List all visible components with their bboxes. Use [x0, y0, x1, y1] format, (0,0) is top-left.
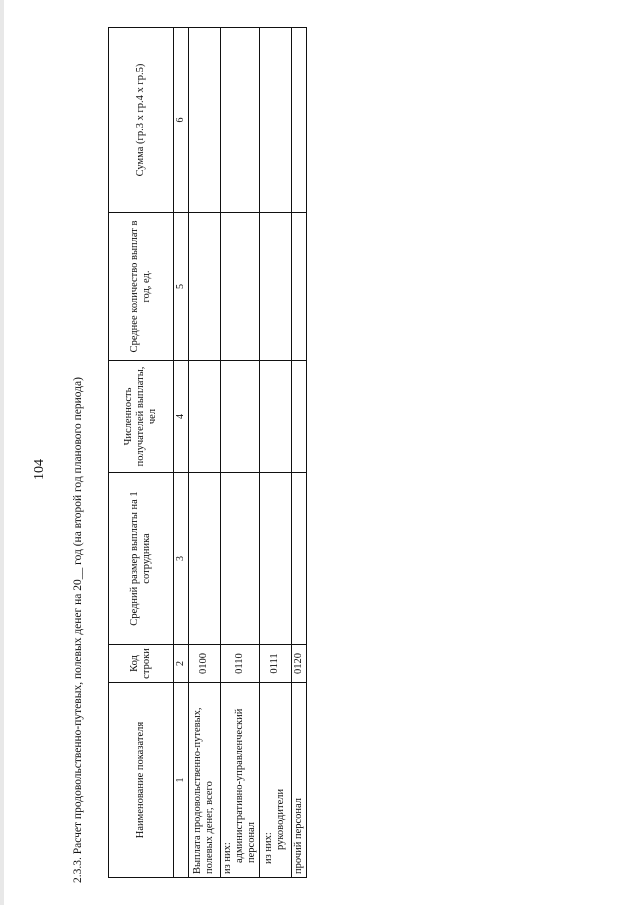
cell-avg-count[interactable] [188, 213, 220, 361]
cell-avg-payment[interactable] [259, 473, 291, 645]
column-number: 1 [174, 683, 189, 878]
row-name-text: прочий персонал [292, 797, 304, 874]
cell-recipients[interactable] [291, 361, 306, 473]
column-number: 5 [174, 213, 189, 361]
cell-sum[interactable] [188, 28, 220, 213]
header-name: Наименование показателя [109, 683, 174, 878]
cell-avg-count[interactable] [259, 213, 291, 361]
cell-avg-payment[interactable] [188, 473, 220, 645]
column-number: 6 [174, 28, 189, 213]
header-avg-payment: Средний размер выплаты на 1 сотрудника [109, 473, 174, 645]
cell-sum[interactable] [220, 28, 259, 213]
row-name-prefix: из них: [221, 842, 233, 874]
row-name-text: административно-управленческий персонал [233, 708, 257, 863]
row-code: 0100 [188, 645, 220, 683]
column-number: 4 [174, 361, 189, 473]
row-code: 0120 [291, 645, 306, 683]
section-title: 2.3.3. Расчет продовольственно-путевых, полевых денег на 20__ год (на второй год планового периода) [72, 377, 84, 883]
header-sum: Сумма (гр.3 х гр.4 х гр.5) [109, 28, 174, 213]
header-avg-count: Среднее количество выплат в год, ед. [109, 213, 174, 361]
row-name-prefix: из них: [263, 832, 275, 864]
row-name [291, 683, 306, 878]
payments-table [108, 27, 307, 878]
row-code: 0110 [220, 645, 259, 683]
row-name-text: Выплата продовольственно-путевых, полевых денег, всего [191, 707, 215, 874]
column-number-row [174, 28, 189, 878]
column-number: 2 [174, 645, 189, 683]
cell-recipients[interactable] [188, 361, 220, 473]
cell-avg-count[interactable] [291, 213, 306, 361]
header-recipients: Численность получателей выплаты, чел [109, 361, 174, 473]
row-code: 0111 [259, 645, 291, 683]
row-name [259, 683, 291, 878]
column-number: 3 [174, 473, 189, 645]
row-name [188, 683, 220, 878]
header-code: Код строки [109, 645, 174, 683]
cell-sum[interactable] [259, 28, 291, 213]
cell-avg-payment[interactable] [220, 473, 259, 645]
page-number: 104 [32, 459, 47, 480]
cell-avg-count[interactable] [220, 213, 259, 361]
table-row [291, 28, 306, 878]
cell-sum[interactable] [291, 28, 306, 213]
cell-recipients[interactable] [220, 361, 259, 473]
header-row [109, 28, 174, 878]
cell-recipients[interactable] [259, 361, 291, 473]
table-row [188, 28, 220, 878]
cell-avg-payment[interactable] [291, 473, 306, 645]
row-name-text: руководители [275, 788, 287, 850]
table-row [259, 28, 291, 878]
row-name [220, 683, 259, 878]
table-row [220, 28, 259, 878]
